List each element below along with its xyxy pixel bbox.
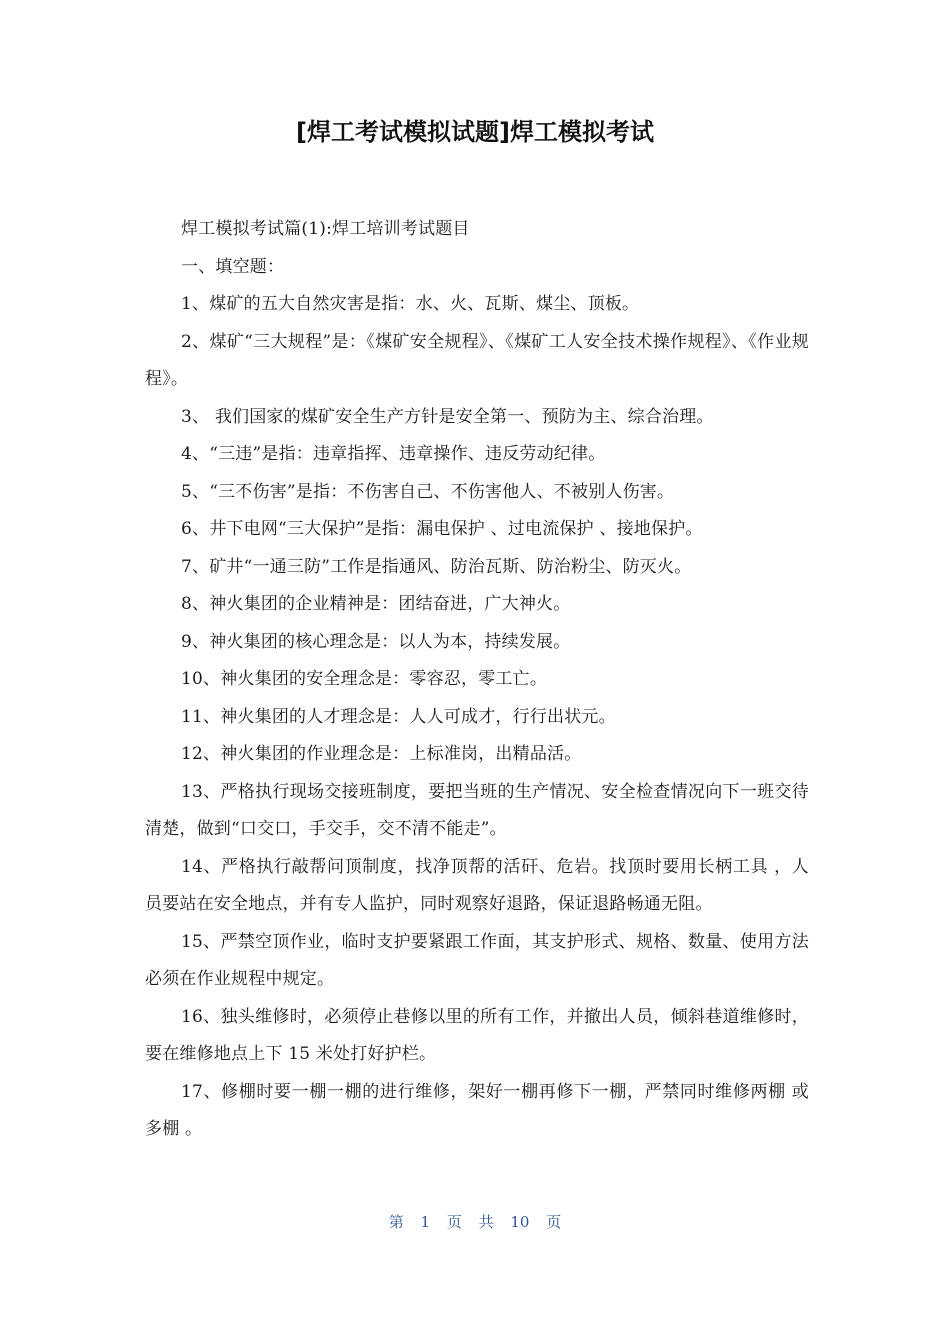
paragraph-item-1: 1、煤矿的五大自然灾害是指：水、火、瓦斯、煤尘、顶板。 [181,294,640,314]
document-body [145,211,809,1149]
paragraph-item-15: 15、严禁空顶作业，临时支护要紧跟工作面，其支护形式、规格、数量、使用方法必须在作业规程中规定。 [145,931,809,989]
paragraph-item-9: 9、神火集团的核心理念是：以人为本，持续发展。 [181,631,571,652]
paragraph-item-17: 17、修棚时要一棚一棚的进行维修，架好一棚再修下一棚，严禁同时维修两棚 或 多棚 。 [145,1081,809,1139]
paragraph-item-10: 10、神火集团的安全理念是：零容忍，零工亡。 [181,669,548,689]
paragraph-item-3: 3、 我们国家的煤矿安全生产方针是安全第一、预防为主、综合治理。 [181,406,714,427]
paragraph-item-4: 4、“三违”是指：违章指挥、违章操作、违反劳动纪律。 [181,444,606,464]
paragraph-item-6: 6、井下电网“三大保护”是指：漏电保护 、过电流保护 、接地保护。 [181,519,703,539]
page-title: [焊工考试模拟试题]焊工模拟考试 [296,118,654,146]
paragraph-question-type: 一、填空题： [181,256,285,277]
paragraph-item-13: 13、严格执行现场交接班制度，要把当班的生产情况、安全检查情况向下一班交待清楚，做到“口交口，手交手，交不清不能走”。 [145,781,809,839]
paragraph-item-8: 8、神火集团的企业精神是：团结奋进，广大神火。 [181,594,571,614]
paragraph-item-11: 11、神火集团的人才理念是：人人可成才，行行出状元。 [181,706,616,727]
paragraph-item-12: 12、神火集团的作业理念是：上标准岗，出精品活。 [181,744,582,764]
paragraph-item-7: 7、矿井“一通三防”工作是指通风、防治瓦斯、防治粉尘、防灭火。 [181,556,692,577]
page-number-footer: 第 1 页 共 10 页 [388,1213,562,1231]
paragraph-item-5: 5、“三不伤害”是指：不伤害自己、不伤害他人、不被别人伤害。 [181,481,675,502]
paragraph-item-2: 2、煤矿“三大规程”是：《煤矿安全规程》、《煤矿工人安全技术操作规程》、《作业规程》。 [145,331,809,389]
paragraph-item-14: 14、严格执行敲帮问顶制度，找净顶帮的活矸、危岩。找顶时要用长柄工具 ，人员要站在安全地点，并有专人监护，同时观察好退路，保证退路畅通无阻。 [145,856,809,914]
paragraph-item-16: 16、独头维修时，必须停止巷修以里的所有工作，并撤出人员，倾斜巷道维修时，要在维修地点上下 15 米处打好护栏。 [145,1006,809,1064]
paragraph-section-heading: 焊工模拟考试篇(1):焊工培训考试题目 [181,219,470,239]
